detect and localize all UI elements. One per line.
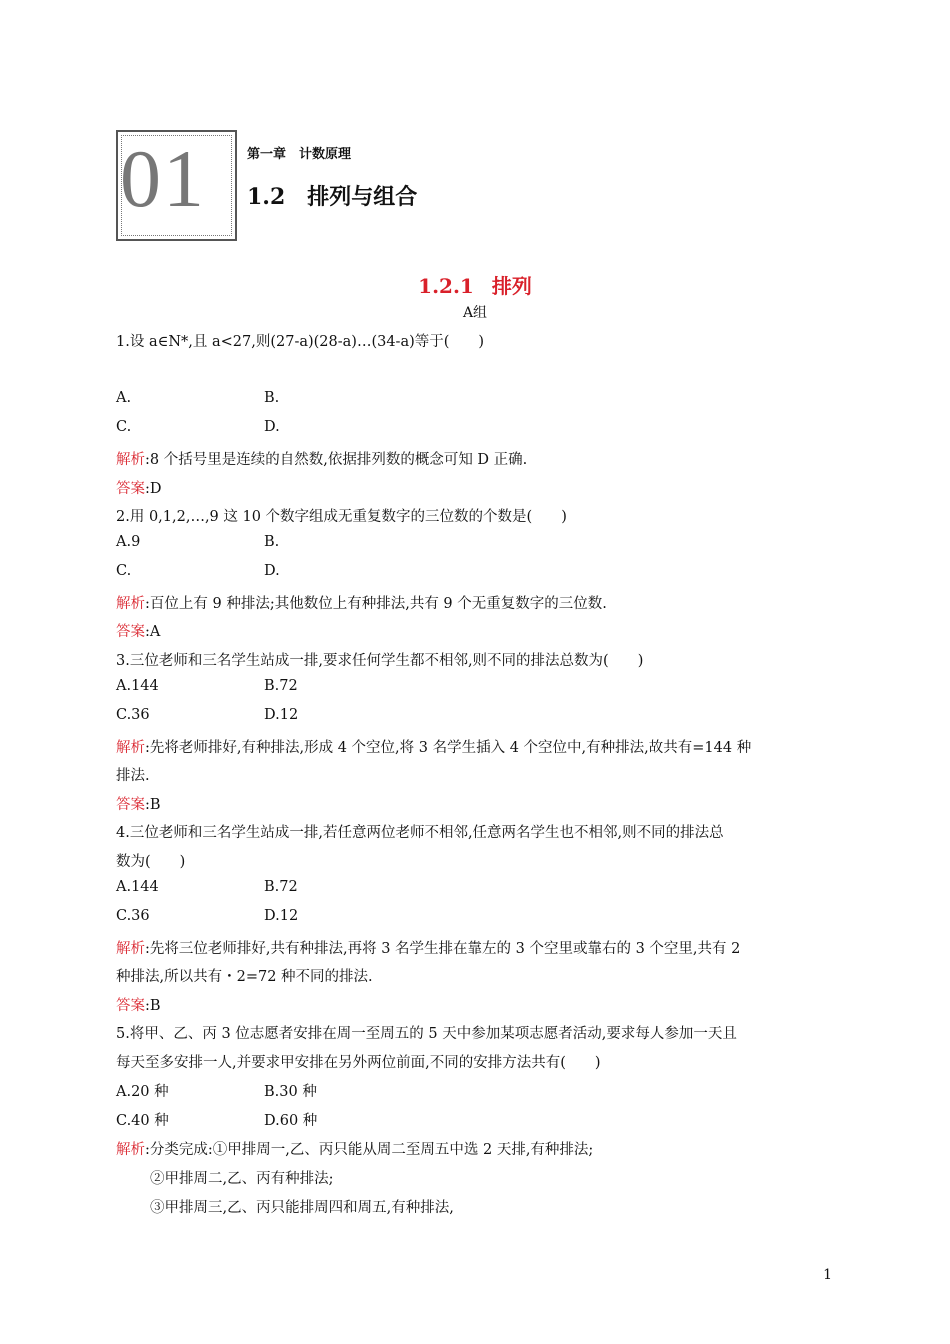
- question-2-option-d: D.: [264, 563, 280, 579]
- subsection-number: 1.2.1: [418, 274, 474, 298]
- answer-label: 答案: [116, 998, 145, 1014]
- analysis-label: 解析: [116, 596, 145, 612]
- question-1-stem: 1.设 a∈N*,且 a<27,则(27-a)(28-a)…(34-a)等于( ): [116, 334, 485, 350]
- question-3-analysis: [116, 736, 751, 757]
- analysis-label: 解析: [116, 941, 145, 957]
- question-1-answer: [116, 477, 162, 498]
- analysis-text: :分类完成:①甲排周一,乙、丙只能从周二至周五中选 2 天排,有种排法;: [145, 1142, 594, 1158]
- group-label: A组: [462, 305, 488, 321]
- question-4-stem: 4.三位老师和三名学生站成一排,若任意两位老师不相邻,任意两名学生也不相邻,则不同的排法总: [116, 825, 724, 841]
- page-number: 1: [823, 1267, 832, 1283]
- question-1-option-c: C.: [116, 419, 132, 435]
- question-4-option-a: A.144: [116, 879, 159, 895]
- question-3-analysis-cont: 排法.: [116, 768, 150, 784]
- question-4-answer: [116, 994, 161, 1015]
- question-5-analysis-line-3: ③甲排周三,乙、丙只能排周四和周五,有种排法,: [150, 1200, 454, 1216]
- analysis-text: :先将老师排好,有种排法,形成 4 个空位,将 3 名学生插入 4 个空位中,有种排法,故共有=144 种: [145, 740, 752, 756]
- question-2-stem: 2.用 0,1,2,…,9 这 10 个数字组成无重复数字的三位数的个数是( ): [116, 509, 567, 525]
- question-3-option-d: D.12: [264, 707, 299, 723]
- question-1-analysis: [116, 448, 527, 469]
- question-1-option-d: D.: [264, 419, 280, 435]
- section-title-text: 排列与组合: [307, 184, 418, 210]
- question-4-analysis: [116, 937, 740, 958]
- question-5-option-c: C.40 种: [116, 1113, 169, 1129]
- question-3-option-c: C.36: [116, 707, 150, 723]
- question-2-option-a: A.9: [116, 534, 141, 550]
- subsection-title-text: 排列: [491, 274, 532, 298]
- question-1-option-b: B.: [264, 390, 280, 406]
- analysis-text: :8 个括号里是连续的自然数,依据排列数的概念可知 D 正确.: [145, 452, 528, 468]
- answer-text: :A: [145, 624, 161, 640]
- question-4-option-c: C.36: [116, 908, 150, 924]
- answer-label: 答案: [116, 797, 145, 813]
- question-5-option-d: D.60 种: [264, 1113, 318, 1129]
- question-2-answer: [116, 620, 160, 641]
- analysis-text: :先将三位老师排好,共有种排法,再将 3 名学生排在靠左的 3 个空里或靠右的 3 个空里,共有 2: [145, 941, 741, 957]
- question-3-option-a: A.144: [116, 678, 159, 694]
- question-3-stem: 3.三位老师和三名学生站成一排,要求任何学生都不相邻,则不同的排法总数为( ): [116, 653, 644, 669]
- chapter-number: 01: [120, 133, 206, 224]
- question-4-option-d: D.12: [264, 908, 299, 924]
- section-title: [247, 180, 417, 211]
- question-5-option-b: B.30 种: [264, 1084, 317, 1100]
- question-4-stem-cont: 数为( ): [116, 854, 186, 870]
- chapter-label: 第一章 计数原理: [247, 147, 352, 162]
- question-5-stem-cont: 每天至多安排一人,并要求甲安排在另外两位前面,不同的安排方法共有( ): [116, 1055, 601, 1071]
- question-3-option-b: B.72: [264, 678, 298, 694]
- answer-label: 答案: [116, 481, 145, 497]
- answer-text: :B: [145, 797, 161, 813]
- question-2-option-b: B.: [264, 534, 280, 550]
- answer-text: :B: [145, 998, 161, 1014]
- question-5-analysis-line-2: ②甲排周二,乙、丙有种排法;: [150, 1171, 334, 1187]
- analysis-label: 解析: [116, 1142, 145, 1158]
- question-4-analysis-cont: 种排法,所以共有・2=72 种不同的排法.: [116, 969, 373, 985]
- subsection-title: [0, 270, 950, 299]
- question-3-answer: [116, 793, 161, 814]
- question-1-option-a: A.: [116, 390, 132, 406]
- section-number: 1.2: [247, 184, 286, 210]
- analysis-text: :百位上有 9 种排法;其他数位上有种排法,共有 9 个无重复数字的三位数.: [145, 596, 607, 612]
- question-2-analysis: [116, 592, 607, 613]
- answer-label: 答案: [116, 624, 145, 640]
- analysis-label: 解析: [116, 452, 145, 468]
- answer-text: :D: [145, 481, 162, 497]
- question-5-analysis: [116, 1138, 593, 1159]
- question-4-option-b: B.72: [264, 879, 298, 895]
- question-5-option-a: A.20 种: [116, 1084, 169, 1100]
- question-5-stem: 5.将甲、乙、丙 3 位志愿者安排在周一至周五的 5 天中参加某项志愿者活动,要求每人参加一天且: [116, 1026, 737, 1042]
- analysis-label: 解析: [116, 740, 145, 756]
- question-2-option-c: C.: [116, 563, 132, 579]
